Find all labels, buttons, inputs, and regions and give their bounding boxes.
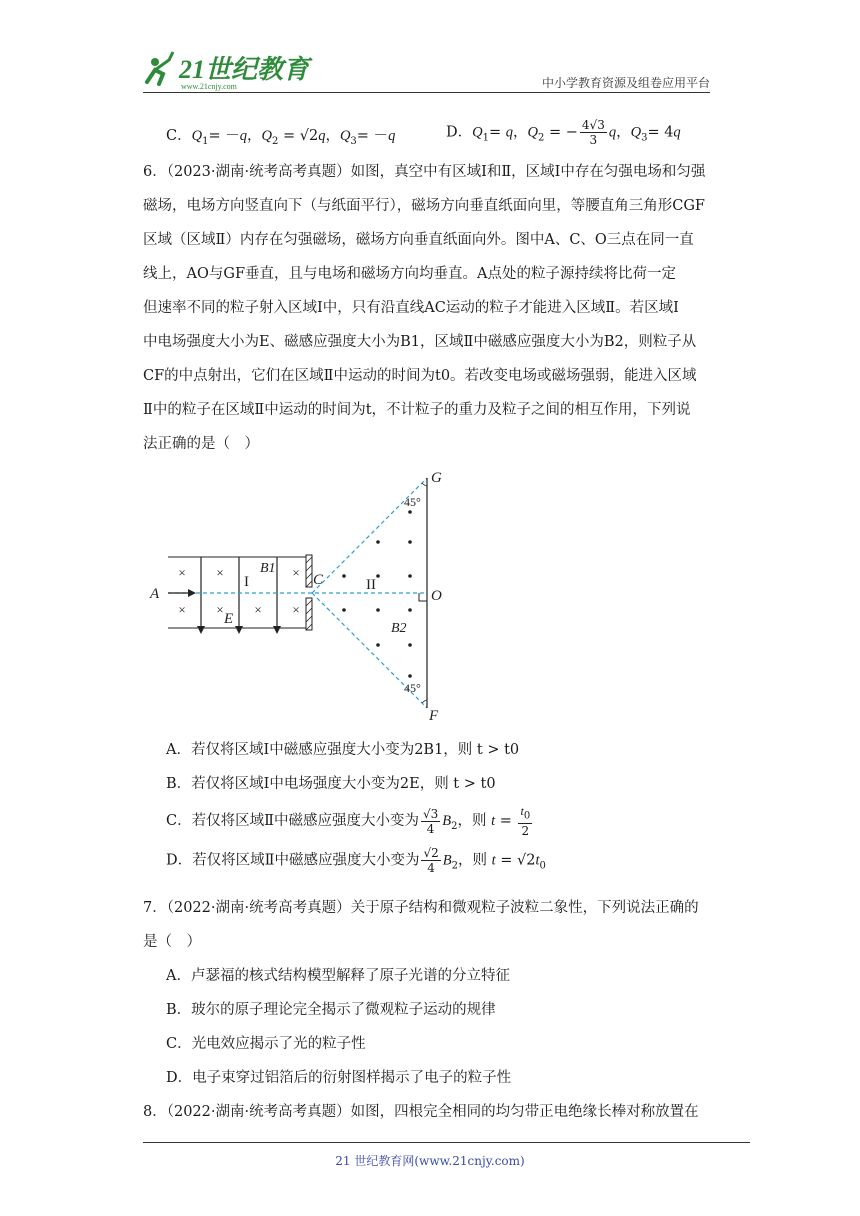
q7-line-1: 7．（2022·湖南·统考高考真题）关于原子结构和微观粒子波粒二象性，下列说法正确的 — [143, 900, 699, 916]
label-c: C — [313, 572, 324, 588]
q7-option-d: D．电子束穿过铝箔后的衍射图样揭示了电子的粒子性 — [166, 1070, 512, 1086]
label-region-1: I — [244, 574, 249, 590]
q6-option-d: D．若仅将区域Ⅱ中磁感应强度大小变为 $\frac{√2}{4}$ $B_2$，则 $t = √2t_0$ — [166, 846, 546, 875]
logo-text: 21世纪教育 — [179, 55, 310, 84]
q6-line-7: CF的中点射出，它们在区域Ⅱ中运动的时间为t0。若改变电场或磁场强弱，能进入区域 — [143, 368, 697, 384]
q7-option-b: B．玻尔的原子理论完全揭示了微观粒子运动的规律 — [166, 1002, 496, 1018]
svg-text:×: × — [292, 602, 300, 617]
label-angle-top: 45° — [404, 495, 421, 509]
header-divider — [143, 92, 710, 93]
svg-text:×: × — [178, 602, 186, 617]
label-g: G — [431, 470, 442, 486]
label-e: E — [224, 611, 234, 627]
label-angle-bottom: 45° — [404, 681, 421, 695]
q6-line-3: 区域（区域Ⅱ）内存在匀强磁场，磁场方向垂直纸面向外。图中A、C、O三点在同一直 — [143, 232, 694, 248]
svg-text:×: × — [254, 602, 262, 617]
logo-url: www.21cnjy.com — [181, 82, 237, 91]
svg-text:×: × — [216, 602, 224, 617]
svg-text:×: × — [292, 565, 300, 580]
footer-link[interactable]: 21 世纪教育网(www.21cnjy.com) — [335, 1154, 525, 1168]
svg-text:×: × — [178, 565, 186, 580]
site-logo — [143, 48, 313, 92]
label-b2: B2 — [391, 621, 407, 636]
q5-option-c: C．$Q_1= -q$，$Q_2 = √2q$，$Q_3= -q$ — [166, 128, 396, 147]
header-platform-name: 中小学教育资源及组卷应用平台 — [541, 76, 710, 90]
q6-line-8: Ⅱ中的粒子在区域Ⅱ中运动的时间为t，不计粒子的重力及粒子之间的相互作用，下列说 — [143, 402, 691, 418]
q6-line-5: 但速率不同的粒子射入区域Ⅰ中，只有沿直线AC运动的粒子才能进入区域Ⅱ。若区域Ⅰ — [143, 300, 679, 316]
q6-option-c: C．若仅将区域Ⅱ中磁感应强度大小变为 $\frac{√3}{4}$ $B_2$，则 t = $\frac{t_0}{2}$ — [166, 804, 531, 839]
footer-divider — [143, 1142, 750, 1143]
q6-option-a: A．若仅将区域Ⅰ中磁感应强度大小变为2B1，则 t > t0 — [166, 742, 520, 758]
q6-figure — [140, 462, 470, 724]
q7-option-a: A．卢瑟福的核式结构模型解释了原子光谱的分立特征 — [166, 968, 510, 984]
label-o: O — [431, 588, 442, 604]
label-region-2: II — [366, 577, 376, 593]
q6-line-6: 中电场强度大小为E、磁感应强度大小为B1，区域Ⅱ中磁感应强度大小为B2，则粒子从 — [143, 334, 697, 350]
q6-line-1: 6．（2023·湖南·统考高考真题）如图，真空中有区域Ⅰ和Ⅱ，区域Ⅰ中存在匀强电场和匀强 — [143, 164, 706, 180]
q6-option-b: B．若仅将区域Ⅰ中电场强度大小变为2E，则 t > t0 — [166, 776, 496, 792]
svg-text:×: × — [216, 565, 224, 580]
q6-line-4: 线上，AO与GF垂直，且与电场和磁场方向均垂直。A点处的粒子源持续将比荷一定 — [143, 266, 676, 282]
q6-line-9: 法正确的是（ ） — [143, 436, 259, 452]
label-a: A — [150, 586, 160, 602]
label-b1: B1 — [260, 561, 276, 576]
q6-line-2: 磁场，电场方向竖直向下（与纸面平行），磁场方向垂直纸面向里，等腰直角三角形CGF — [143, 198, 705, 214]
q8-line-1: 8．（2022·湖南·统考高考真题）如图，四根完全相同的均匀带正电绝缘长棒对称放置在 — [143, 1104, 699, 1120]
q5-option-d: D．$Q_1= q$，$Q_2$ = − $\frac{4√3}{3}$ q，$Q_3= 4q$ — [446, 118, 681, 147]
q7-line-2: 是（ ） — [143, 934, 201, 950]
q7-option-c: C．光电效应揭示了光的粒子性 — [166, 1036, 366, 1052]
label-f: F — [429, 708, 439, 724]
